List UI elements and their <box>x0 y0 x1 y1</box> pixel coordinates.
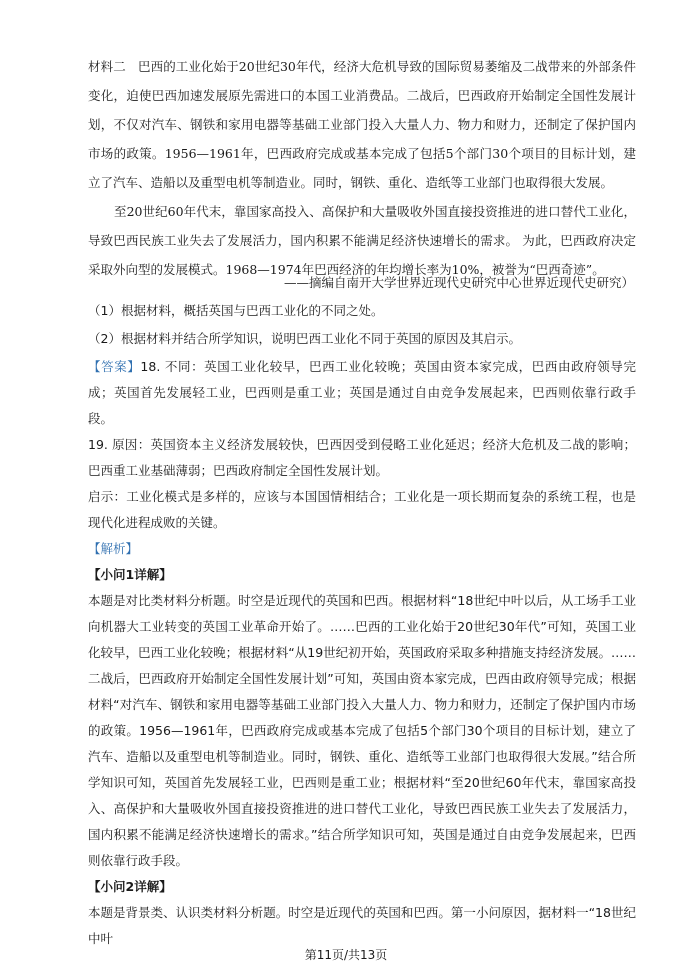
material-2-paragraph-1: 材料二 巴西的工业化始于20世纪30年代，经济大危机导致的国际贸易萎缩及二战带来的外部条件变化，迫使巴西加速发展原先需进口的本国工业消费品。二战后，巴西政府开始制定全国性发展计划，不仅对汽车、钢铁和家用电器等基础工业部门投入大量人力、物力和财力，还制定了保护国内市场的政策。1956—1961年，巴西政府完成或基本完成了包括5个部门30个项目的目标计划，建立了汽车、造船以及重型电机等制造业。同时，钢铁、重化、造纸等工业部门也取得很大发展。 <box>88 59 636 190</box>
question-2: （2）根据材料并结合所学知识，说明巴西工业化不同于英国的原因及其启示。 <box>88 331 521 346</box>
sub-question-1-text: 本题是对比类材料分析题。时空是近现代的英国和巴西。根据材料“18世纪中叶以后，从工场手工业向机器大工业转变的英国工业革命开始了。……巴西的工业化始于20世纪30年代”可知，英国工业化较早，巴西工业化较晚；根据材料“从19世纪初开始，英国政府采取多种措施支持经济发展。……二战后，巴西政府开始制定全国性发展计划”可知，英国由资本家完成，巴西由政府领导完成；根据材料“对汽车、钢铁和家用电器等基础工业部门投入大量人力、物力和财力，还制定了保护国内市场的政策。1956—1961年，巴西政府完成或基本完成了包括5个部门30个项目的目标计划，建立了汽车、造船以及重型电机等制造业。同时，钢铁、重化、造纸等工业部门也取得很大发展。”结合所学知识可知，英国首先发展轻工业，巴西则是重工业；根据材料“至20世纪60年代末，靠国家高投入、高保护和大量吸收外国直接投资推进的进口替代工业化，导致巴西民族工业失去了发展活力，国内积累不能满足经济快速增长的需求。”结合所学知识可知，英国是通过自由竞争发展起来，巴西则依靠行政手段。 <box>88 593 636 868</box>
answer-tag: 【答案】 <box>88 359 141 374</box>
analysis-tag: 【解析】 <box>88 541 139 556</box>
answer-insight: 启示：工业化模式是多样的，应该与本国国情相结合；工业化是一项长期而复杂的系统工程，也是现代化进程成败的关键。 <box>88 489 636 530</box>
sub-question-2-title: 【小问2详解】 <box>88 879 172 894</box>
page-number: 第11页/共13页 <box>304 948 388 962</box>
sub-question-2-text: 本题是背景类、认识类材料分析题。时空是近现代的英国和巴西。第一小问原因，据材料一“18世纪中叶 <box>88 905 636 946</box>
material-2-label: 材料二 <box>88 59 126 74</box>
answer-section <box>88 298 636 952</box>
question-1: （1）根据材料，概括英国与巴西工业化的不同之处。 <box>88 303 384 318</box>
material-2 <box>88 52 636 284</box>
material-source: ——摘编自南开大学世界近现代史研究中心世界近现代史研究） <box>283 275 634 290</box>
material-2-paragraph-2: 至20世纪60年代末，靠国家高投入、高保护和大量吸收外国直接投资推进的进口替代工业化，导致巴西民族工业失去了发展活力，国内积累不能满足经济快速增长的需求。 为此，巴西政府决定采取外向型的发展模式。1968—1974年巴西经济的年均增长率为10%，被誉为“巴西奇迹”。 <box>88 204 636 277</box>
answer-18: 【答案】18. 不同：英国工业化较早，巴西工业化较晚；英国由资本家完成，巴西由政府领导完成；英国首先发展轻工业，巴西则是重工业；英国是通过自由竞争发展起来，巴西则依靠行政手段。 <box>88 359 636 426</box>
sub-question-1-title: 【小问1详解】 <box>88 567 172 582</box>
answer-19: 19. 原因：英国资本主义经济发展较快，巴西因受到侵略工业化延迟；经济大危机及二战的影响；巴西重工业基础薄弱；巴西政府制定全国性发展计划。 <box>88 437 636 478</box>
